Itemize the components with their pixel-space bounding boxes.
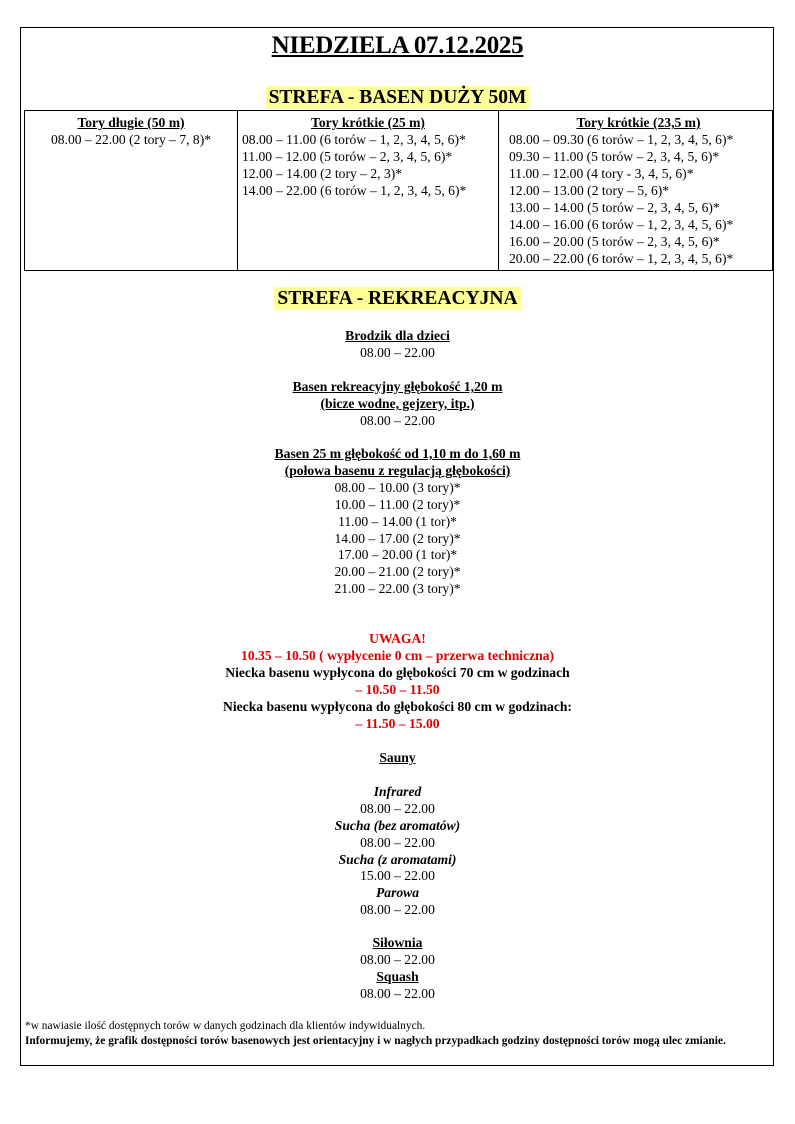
zone-rec-heading <box>0 288 795 310</box>
basen25-row: 17.00 – 20.00 (1 tor)* <box>337 547 458 563</box>
column-header: Tory długie (50 m) <box>77 115 185 130</box>
rekreacyjny-section <box>0 379 795 430</box>
sauna-hours: 15.00 – 22.00 <box>360 868 435 884</box>
squash-name: Squash <box>376 968 419 984</box>
sauna-hours: 08.00 – 22.00 <box>360 800 435 816</box>
lane-row: 12.00 – 14.00 (2 tory – 2, 3)* <box>242 166 403 181</box>
lane-row: 09.30 – 11.00 (5 torów – 2, 3, 4, 5, 6)* <box>509 149 720 164</box>
page-title: NIEDZIELA 07.12.2025 <box>271 32 524 59</box>
lane-row: 14.00 – 16.00 (6 torów – 1, 2, 3, 4, 5, 6)* <box>509 217 734 232</box>
lane-row: 11.00 – 12.00 (4 tory - 3, 4, 5, 6)* <box>509 166 694 181</box>
column-header: Tory krótkie (25 m) <box>311 115 425 130</box>
basen25-row: 14.00 – 17.00 (2 tory)* <box>334 530 461 546</box>
notice-heading: UWAGA! <box>369 631 426 646</box>
rekreacyjny-sub: (bicze wodne, gejzery, itp.) <box>320 395 475 411</box>
basen25-row: 20.00 – 21.00 (2 tory)* <box>334 564 461 580</box>
basen25-row: 10.00 – 11.00 (2 tory)* <box>334 496 461 512</box>
basen25-row: 11.00 – 14.00 (1 tor)* <box>338 513 457 529</box>
lane-row: 20.00 – 22.00 (6 torów – 1, 2, 3, 4, 5, 6)* <box>509 251 734 266</box>
sauna-name: Infrared <box>373 783 422 799</box>
silownia-hours: 08.00 – 22.00 <box>360 951 435 967</box>
lane-row: 08.00 – 22.00 (2 tory – 7, 8)* <box>50 132 212 147</box>
footer-note: *w nawiasie ilość dostępnych torów w danych godzinach dla klientów indywidualnych. <box>25 1020 426 1032</box>
lane-row: 16.00 – 20.00 (5 torów – 2, 3, 4, 5, 6)* <box>509 234 720 249</box>
lane-row: 08.00 – 11.00 (6 torów – 1, 2, 3, 4, 5, 6)* <box>242 132 466 147</box>
lane-row: 13.00 – 14.00 (5 torów – 2, 3, 4, 5, 6)* <box>509 200 720 215</box>
brodzik-hours: 08.00 – 22.00 <box>360 344 435 360</box>
squash-hours: 08.00 – 22.00 <box>360 985 435 1001</box>
column-header: Tory krótkie (23,5 m) <box>576 115 701 130</box>
rekreacyjny-name: Basen rekreacyjny głębokość 1,20 m <box>292 379 503 394</box>
notice-line: – 10.50 – 11.50 <box>355 681 440 697</box>
sauna-hours: 08.00 – 22.00 <box>360 834 435 850</box>
brodzik-name: Brodzik dla dzieci <box>345 328 450 343</box>
basen25-section <box>0 446 795 598</box>
notice-line: – 11.50 – 15.00 <box>355 715 440 731</box>
sauna-name: Sucha (z aromatami) <box>338 851 457 867</box>
zone-big-heading <box>0 87 795 109</box>
basen25-name: Basen 25 m głębokość od 1,10 m do 1,60 m <box>274 446 521 461</box>
lanes-column-long <box>25 111 238 271</box>
lane-row: 11.00 – 12.00 (5 torów – 2, 3, 4, 5, 6)* <box>242 149 453 164</box>
basen25-row: 21.00 – 22.00 (3 tory)* <box>334 581 461 597</box>
lane-row: 14.00 – 22.00 (6 torów – 1, 2, 3, 4, 5, 6)* <box>242 183 467 198</box>
notice-section <box>0 631 795 732</box>
notice-line: Niecka basenu wypłycona do głębokości 80 cm w godzinach: <box>223 698 572 714</box>
silownia-squash-section <box>0 935 795 1003</box>
sauny-section <box>0 750 795 919</box>
zone-big-heading-text: STREFA - BASEN DUŻY 50M <box>266 86 530 109</box>
sauny-heading: Sauny <box>379 750 416 765</box>
lanes-column-short-25 <box>238 111 499 271</box>
lane-row: 08.00 – 09.30 (6 torów – 1, 2, 3, 4, 5, 6)* <box>509 132 734 147</box>
lanes-table <box>24 110 773 271</box>
sauna-hours: 08.00 – 22.00 <box>360 902 435 918</box>
lanes-column-short-23-5 <box>499 111 773 271</box>
rekreacyjny-hours: 08.00 – 22.00 <box>360 412 435 428</box>
notice-line: Niecka basenu wypłycona do głębokości 70 cm w godzinach <box>225 664 570 680</box>
sauna-name: Sucha (bez aromatów) <box>334 817 461 833</box>
footer-info: Informujemy, że grafik dostępności torów basenowych jest orientacyjny i w nagłych przypadkach godziny dostępności torów mogą ulec zmianie. <box>25 1035 726 1047</box>
sauna-name: Parowa <box>375 885 420 901</box>
basen25-sub: (połowa basenu z regulacją głębokości) <box>284 462 511 478</box>
lane-row: 12.00 – 13.00 (2 tory – 5, 6)* <box>509 183 670 198</box>
silownia-name: Siłownia <box>372 935 423 950</box>
basen25-row: 08.00 – 10.00 (3 tory)* <box>334 479 461 495</box>
footer <box>25 1019 775 1049</box>
notice-line: 10.35 – 10.50 ( wypłycenie 0 cm – przerwa techniczna) <box>241 647 554 663</box>
zone-rec-heading-text: STREFA - REKREACYJNA <box>274 287 520 310</box>
brodzik-section <box>0 328 795 362</box>
